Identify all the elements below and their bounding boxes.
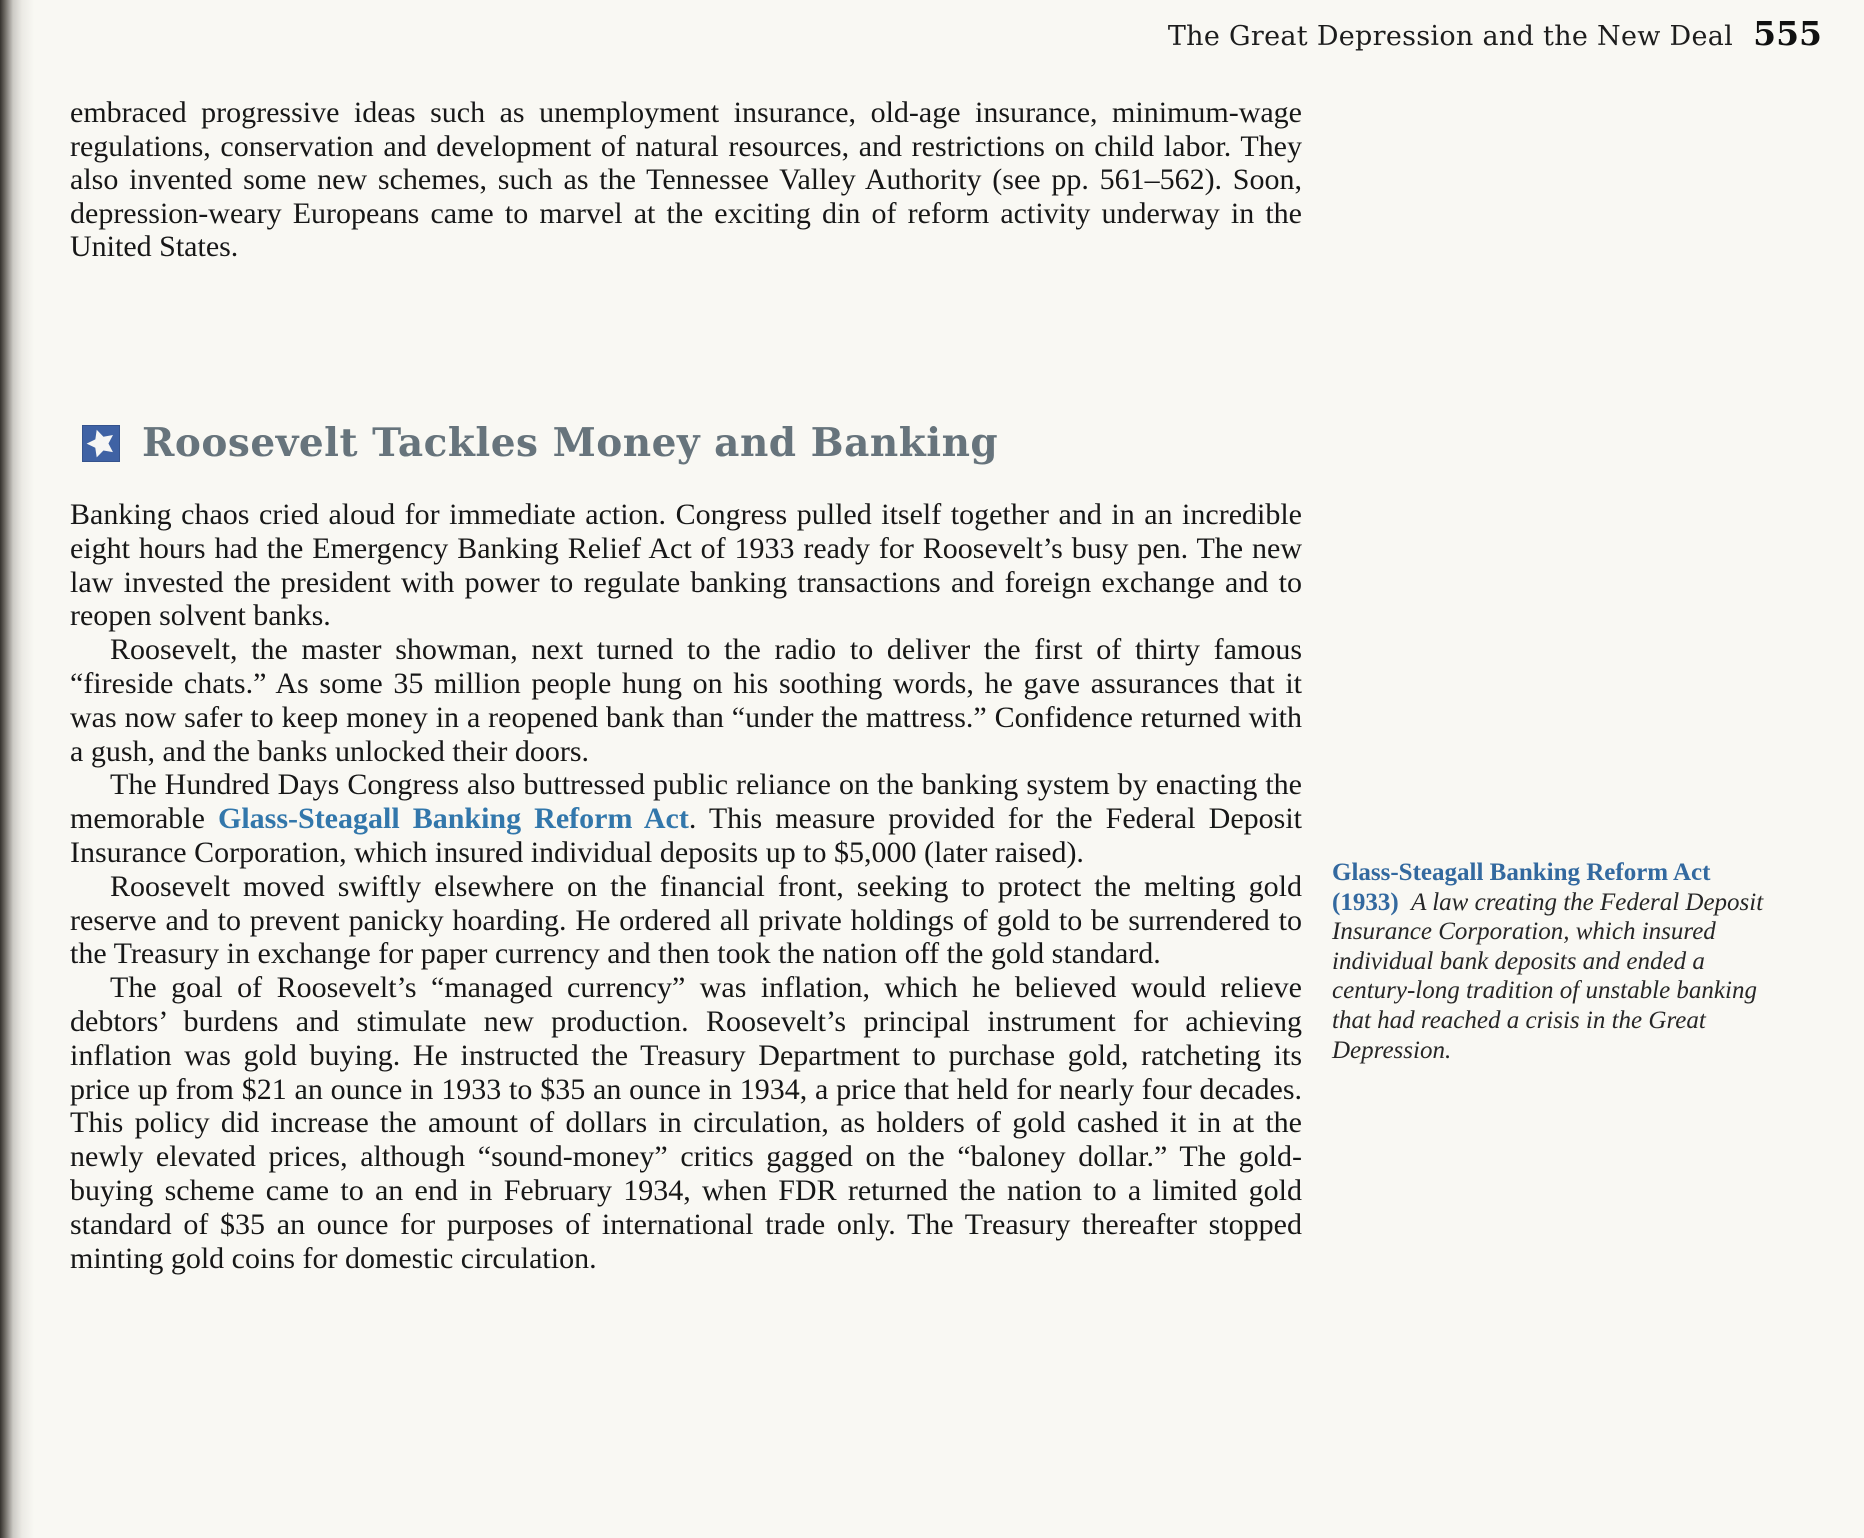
section-title: Roosevelt Tackles Money and Banking — [142, 420, 999, 466]
paragraph-glass-steagall-after: . This measure provided for the Federal Deposit Insurance Corporation, which insured individual deposits up to $5,000 (later raised). — [70, 802, 1302, 869]
margin-note-term: Glass-Steagall Banking Reform Act — [1332, 859, 1711, 886]
paragraph-banking-chaos: Banking chaos cried aloud for immediate action. Congress pulled itself together and in an incredible eight hours had the Emergency Banking Relief Act of 1933 ready for Roosevelt’s busy pen. The new law invested the president with power to regulate banking transactions and foreign exchange and to reopen solvent banks. — [70, 498, 1302, 633]
running-header — [1168, 14, 1822, 53]
paragraph-fireside-chats: Roosevelt, the master showman, next turned to the radio to deliver the first of thirty famous “fireside chats.” As some 35 million people hung on his soothing words, he gave assurances that it was now safer to keep money in a reopened bank than “under the mattress.” Confidence returned with a gush, and the banks unlocked their doors. — [70, 633, 1302, 768]
margin-note-definition: A law creating the Federal Deposit Insurance Corporation, which insured individual bank deposits and ended a century-long tradition of unstable banking that had reached a crisis in the Great Depression. — [1332, 888, 1764, 1064]
page-gutter-shadow — [0, 0, 34, 1538]
paragraph-glass-steagall-before: The Hundred Days Congress also buttressed public reliance on the banking system by enacting the memorable — [70, 768, 1302, 836]
margin-definition-note — [1332, 858, 1774, 1065]
section-heading-row — [82, 420, 998, 466]
paragraph-glass-steagall — [70, 768, 1302, 869]
star-icon — [82, 425, 120, 462]
chapter-title: The Great Depression and the New Deal — [1167, 21, 1734, 52]
paragraph-gold-standard: Roosevelt moved swiftly elsewhere on the financial front, seeking to protect the melting gold reserve and to prevent panicky hoarding. He ordered all private holdings of gold to be surrendered to the Treasury in exchange for paper currency and then took the nation off the gold standard. — [70, 869, 1302, 971]
paragraph-managed-currency: The goal of Roosevelt’s “managed currency” was inflation, which he believed would relieve debtors’ burdens and stimulate new production. Roosevelt’s principal instrument for achieving inflation was gold buying. He instructed the Treasury Department to purchase gold, ratcheting its price up from $21 an ounce in 1933 to $35 an ounce in 1934, a price that held for nearly four decades. This policy did increase the amount of dollars in circulation, as holders of gold cashed it in at the newly elevated prices, although “sound-money” critics gagged on the “baloney dollar.” The gold-buying scheme came to an end in February 1934, when FDR returned the nation to a limited gold standard of $35 an ounce for purposes of international trade only. The Treasury thereafter stopped minting gold coins for domestic circulation. — [70, 971, 1302, 1275]
margin-note-year: (1933) — [1332, 888, 1399, 916]
intro-paragraph: embraced progressive ideas such as unemployment insurance, old-age insurance, minimum-wage regulations, conservation and development of natural resources, and restrictions on child labor. They also invented some new schemes, such as the Tennessee Valley Authority (see pp. 561–562). Soon, depression-weary Europeans came to marvel at the exciting din of reform activity underway in the United States. — [70, 96, 1302, 264]
key-term-glass-steagall: Glass-Steagall Banking Reform Act — [218, 802, 689, 836]
page-number: 555 — [1753, 14, 1822, 53]
section-body — [70, 498, 1302, 1275]
